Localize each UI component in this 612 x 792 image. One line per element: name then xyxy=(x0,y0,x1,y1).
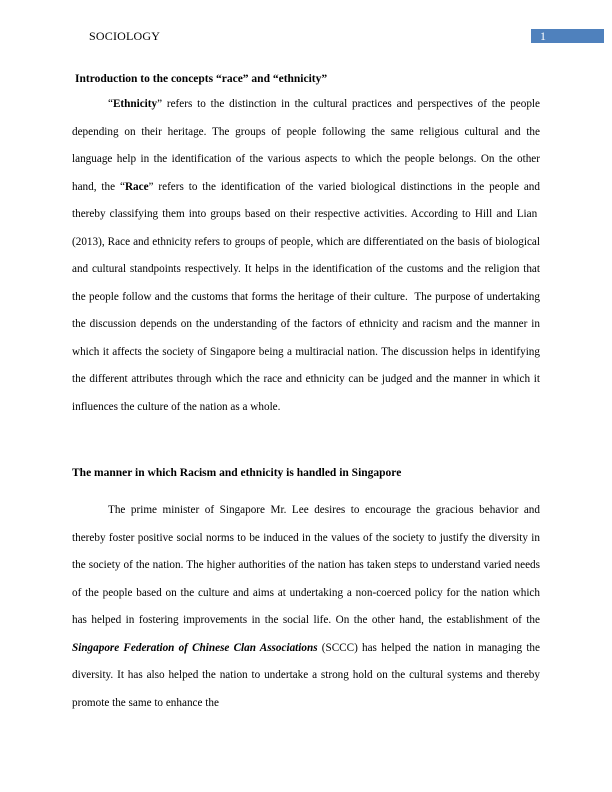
paragraph-singapore xyxy=(72,497,540,717)
paragraph-text: ” refers to the identification of the varied biological distinctions in the people and thereby classifying them into groups based on their respective activities. According to Hill and Lian (2013), Race and ethnicity refers to groups of people, which are differentiated on the basis of biological and cultural standpoints respectively. It helps in the identification of the customs and the religion that the people follow and the customs that forms the heritage of their culture. The purpose of undertaking the discussion depends on the understanding of the factors of ethnicity and racism and the manner in which it affects the society of Singapore being a multiracial nation. The discussion helps in identifying the different attributes through which the race and ethnicity can be judged and the manner in which it influences the culture of the nation as a whole. xyxy=(72,180,540,413)
section-heading-singapore: The manner in which Racism and ethnicity is handled in Singapore xyxy=(72,467,402,479)
paragraph-text: ” refers to the distinction in the cultural practices and perspectives of the people depending on their heritage. The groups of people following the same religious cultural and the language help in the identification of the various aspects to which the people belongs. On the other hand, the “ xyxy=(72,98,540,193)
organization-name: Singapore Federation of Chinese Clan Associations xyxy=(72,641,318,654)
paragraph-text: The prime minister of Singapore Mr. Lee desires to encourage the gracious behavior and thereby foster positive social norms to be induced in the values of the society to justify the diversity in the society of the nation. The higher authorities of the nation has taken steps to understand varied needs of the people based on the culture and aims at undertaking a non-coerced policy for the nation which has helped in fostering improvements in the social life. On the other hand, the establishment of the xyxy=(72,504,540,626)
running-header: SOCIOLOGY xyxy=(89,29,161,43)
open-quote: “ xyxy=(108,98,113,110)
term-race: Race xyxy=(124,180,149,193)
page-number-badge xyxy=(531,29,604,43)
section-heading-intro: Introduction to the concepts “race” and “ethnicity” xyxy=(75,73,328,85)
paragraph-intro xyxy=(72,91,540,421)
page-number: 1 xyxy=(540,29,546,43)
term-ethnicity: Ethnicity xyxy=(112,98,158,110)
paragraph-text: (SCCC) has helped the nation in managing the diversity. It has also helped the nation to undertake a strong hold on the cultural systems and thereby promote the same to enhance the xyxy=(72,641,540,709)
